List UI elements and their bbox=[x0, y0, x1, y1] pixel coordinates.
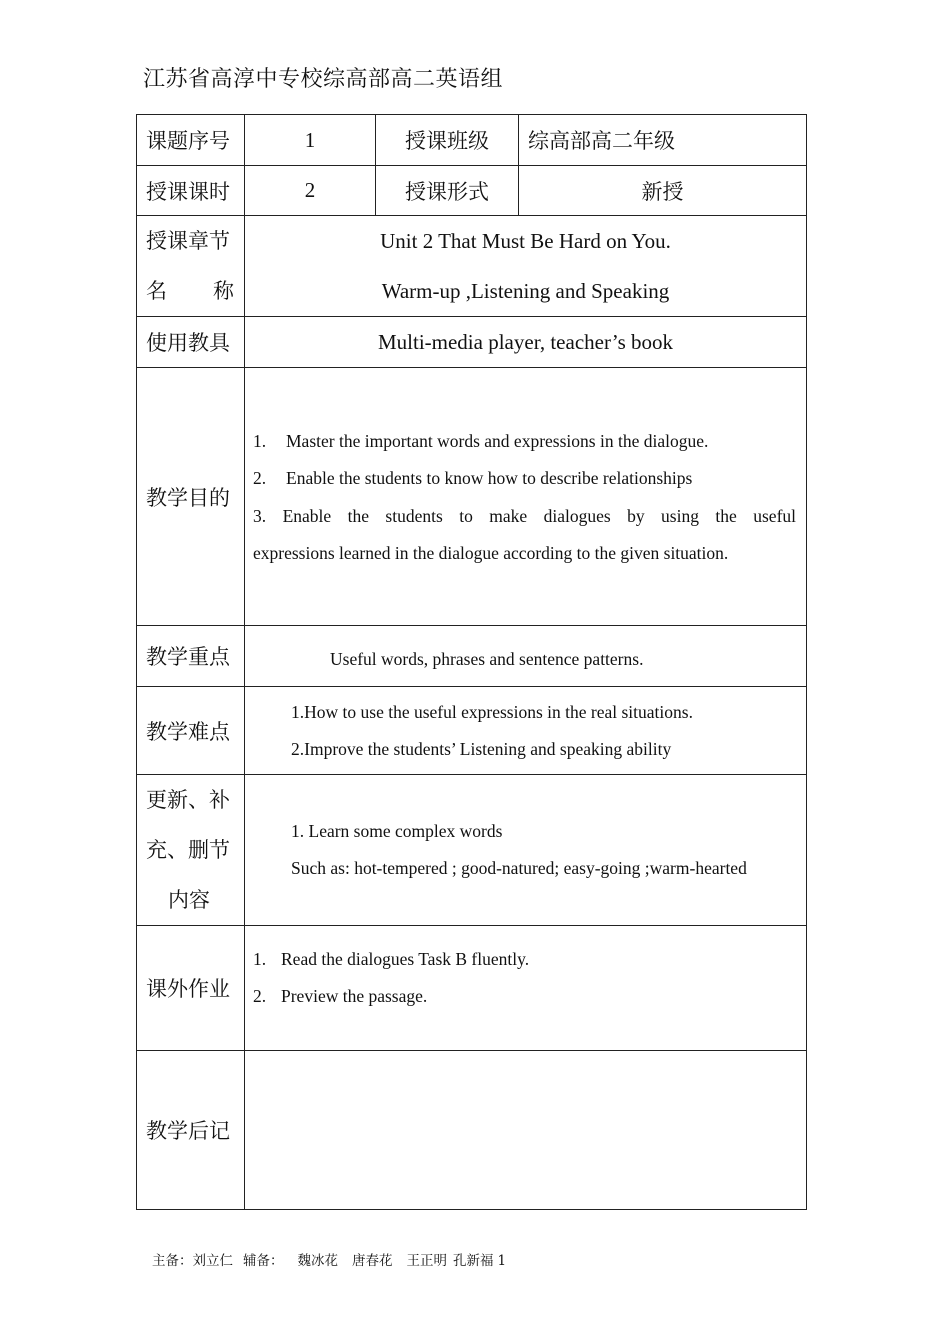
objective-item: 1. Master the important words and expressions in the dialogue. bbox=[253, 430, 709, 451]
difficulties-label: 教学难点 bbox=[137, 687, 245, 775]
difficulties-content bbox=[245, 687, 807, 775]
chapter-label-char-b: 称 bbox=[213, 279, 234, 303]
row-key-points bbox=[137, 626, 807, 687]
row-homework bbox=[137, 926, 807, 1051]
document-footer bbox=[152, 1249, 516, 1269]
key-points-label: 教学重点 bbox=[137, 626, 245, 687]
objectives-content bbox=[245, 368, 807, 626]
supplement-line: Such as: hot-tempered ; good-natured; easy-going ;warm-hearted bbox=[291, 858, 747, 878]
objectives-label: 教学目的 bbox=[137, 368, 245, 626]
chapter-title-line2: Warm-up ,Listening and Speaking bbox=[381, 279, 670, 303]
footer-assist-name: 孔新福 bbox=[453, 1253, 494, 1269]
supplement-content bbox=[245, 775, 807, 926]
homework-content bbox=[245, 926, 807, 1051]
difficulty-line: 1.How to use the useful expressions in the real situations. bbox=[291, 701, 693, 722]
homework-item: 1. Read the dialogues Task B fluently. bbox=[253, 948, 530, 969]
document-header: 江苏省高淳中专校综高部高二英语组 bbox=[143, 67, 504, 92]
form-label: 授课形式 bbox=[376, 166, 519, 216]
chapter-title bbox=[245, 216, 807, 317]
footer-main-prep: 主备：刘立仁 bbox=[152, 1253, 233, 1269]
reflection-content bbox=[245, 1051, 807, 1210]
class-label: 授课班级 bbox=[376, 115, 519, 166]
row-hours bbox=[137, 166, 807, 216]
lesson-no-label: 课题序号 bbox=[137, 115, 245, 166]
hours-value: 2 bbox=[245, 166, 376, 216]
supplement-label-line1: 更新、补 bbox=[146, 788, 230, 812]
footer-assist-name: 魏冰花 bbox=[297, 1253, 338, 1269]
homework-item: 2. Preview the passage. bbox=[253, 986, 428, 1006]
row-chapter bbox=[137, 216, 807, 317]
lesson-no-value: 1 bbox=[245, 115, 376, 166]
footer-assist-name: 王正明 bbox=[406, 1253, 447, 1269]
row-tools bbox=[137, 317, 807, 368]
chapter-label-line2 bbox=[146, 266, 234, 316]
form-value: 新授 bbox=[519, 166, 807, 216]
supplement-label-line2: 充、删节 bbox=[146, 838, 230, 862]
hours-label: 授课课时 bbox=[137, 166, 245, 216]
objective-item: 3. Enable the students to make dialogues by using the useful bbox=[253, 505, 797, 526]
difficulty-line: 2.Improve the students’ Listening and speaking ability bbox=[291, 738, 672, 759]
lesson-plan-table bbox=[136, 114, 807, 1210]
chapter-label-char-a: 名 bbox=[146, 279, 167, 303]
key-points-value: Useful words, phrases and sentence patterns. bbox=[245, 626, 807, 687]
supplement-label bbox=[137, 775, 245, 926]
supplement-label-line3: 内容 bbox=[168, 888, 210, 912]
objective-item-continued: expressions learned in the dialogue according to the given situation. bbox=[253, 543, 729, 563]
footer-assist-label: 辅备： bbox=[243, 1253, 284, 1269]
row-lesson-no bbox=[137, 115, 807, 166]
chapter-title-line1: Unit 2 That Must Be Hard on You. bbox=[380, 229, 671, 253]
homework-label: 课外作业 bbox=[137, 926, 245, 1051]
chapter-label bbox=[137, 216, 245, 317]
objective-item: 2. Enable the students to know how to describe relationships bbox=[253, 468, 693, 488]
row-difficulties bbox=[137, 687, 807, 775]
chapter-label-line1: 授课章节 bbox=[146, 229, 230, 253]
tools-value: Multi-media player, teacher’s book bbox=[245, 317, 807, 368]
row-objectives bbox=[137, 368, 807, 626]
reflection-label: 教学后记 bbox=[137, 1051, 245, 1210]
row-reflection bbox=[137, 1051, 807, 1210]
supplement-line: 1. Learn some complex words bbox=[291, 821, 503, 841]
footer-page-number: 1 bbox=[497, 1253, 507, 1269]
class-value: 综高部高二年级 bbox=[519, 115, 807, 166]
row-supplement bbox=[137, 775, 807, 926]
tools-label: 使用教具 bbox=[137, 317, 245, 368]
footer-assist-name: 唐春花 bbox=[352, 1253, 393, 1269]
